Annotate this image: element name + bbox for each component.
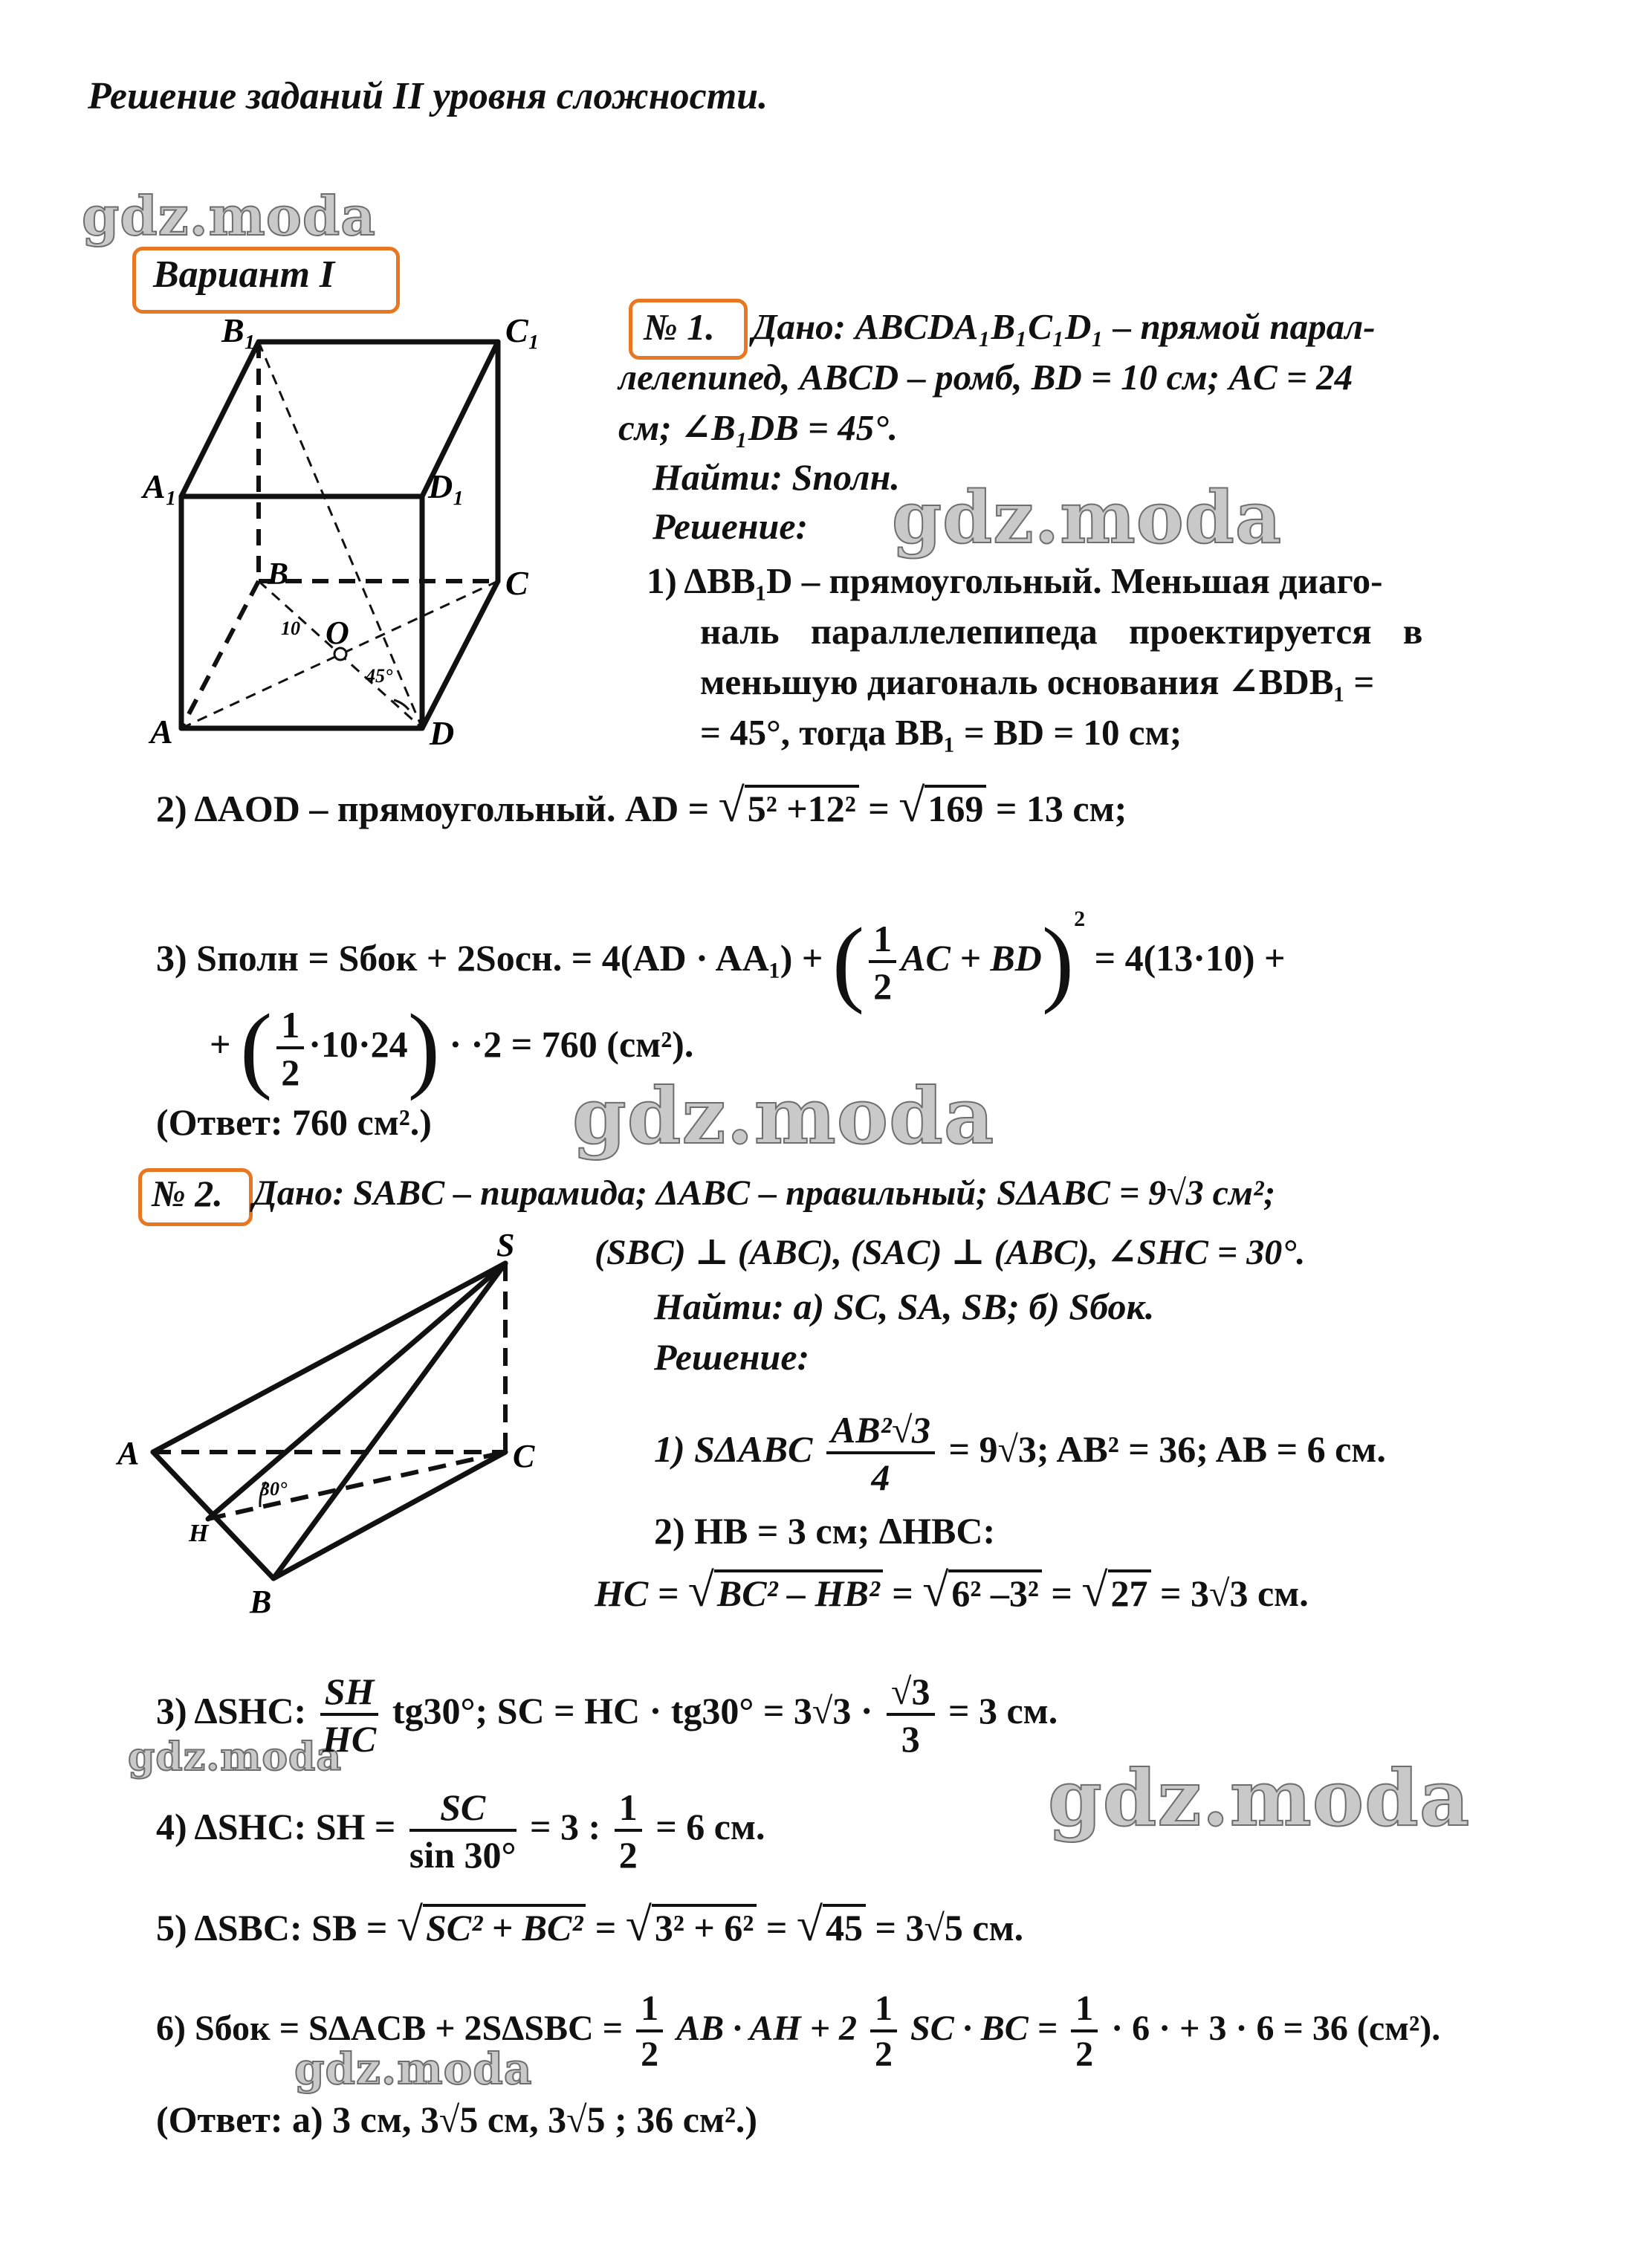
label-s: S — [496, 1227, 515, 1263]
watermark: gdz.moda — [294, 2044, 533, 2094]
p2-step-4-num: SC — [409, 1789, 517, 1832]
p2-step-2b-rad-2: 6² –3² — [948, 1569, 1041, 1614]
p2-step-1-den: 4 — [871, 1456, 890, 1498]
p2-step-4-num-2: 1 — [615, 1789, 642, 1832]
p2-step-3-den-2: 3 — [901, 1717, 920, 1760]
parallelepiped-figure — [134, 312, 580, 758]
step-3-frac-num: 1 — [869, 920, 896, 963]
problem-1-step-1-line-3: меньшую диагональ основания ∠BDB₁ = — [700, 661, 1375, 702]
watermark: gdz.moda — [128, 1734, 343, 1780]
p2-step-6-text: 6) Sбок = SΔACB + 2SΔSBC = — [156, 2009, 624, 2048]
label-h: H — [189, 1520, 209, 1547]
p2-step-6-mid-2: SC · BC = — [910, 2009, 1058, 2048]
problem-2-given-line-2: (SBC) ⊥ (ABC), (SAC) ⊥ (ABC), ∠SHC = 30°. — [595, 1233, 1306, 1272]
problem-2-find: Найти: а) SC, SA, SB; б) Sбок. — [654, 1286, 1155, 1327]
p2-step-4-text: 4) ΔSHC: SH = — [156, 1806, 396, 1847]
p2-step-3-result: = 3 см. — [948, 1690, 1058, 1731]
p2-step-4-result: = 6 см. — [655, 1806, 765, 1847]
problem-2-step-2: 2) HB = 3 см; ΔHBC: — [654, 1510, 996, 1552]
p2-step-3-text: 3) ΔSHC: — [156, 1690, 307, 1731]
p2-step-1-num: AB²√3 — [826, 1411, 935, 1454]
label-o: O — [326, 615, 349, 651]
problem-1-step-2: 2) ΔAOD – прямоугольный. AD = √5² +12² = √169 = 13 см; — [156, 779, 1127, 832]
watermark: gdz.moda — [572, 1070, 995, 1161]
p2-step-6-f1-den: 2 — [641, 2034, 659, 2074]
variant-title: Вариант I — [153, 253, 335, 296]
p2-step-5-rad-3: 45 — [823, 1904, 866, 1948]
problem-1-answer: (Ответ: 760 см².) — [156, 1101, 432, 1143]
p2-step-5-rad-2: 3² + 6² — [652, 1904, 757, 1948]
problem-1-find: Найти: Sполн. — [653, 456, 900, 498]
p2-step-2b-rad-3: 27 — [1108, 1569, 1151, 1614]
p2-step-3-num: SH — [320, 1673, 379, 1716]
problem-2-step-1 — [654, 1397, 1386, 1501]
label-ten: 10 — [281, 618, 300, 639]
step-3-frac-den: 2 — [873, 965, 893, 1007]
watermark: gdz.moda — [1048, 1752, 1471, 1844]
p2-step-6-f2-num: 1 — [870, 1991, 897, 2032]
p2-step-2b-result: = 3√3 см. — [1160, 1572, 1309, 1614]
problem-1-step-1-line-4: = 45°, тогда BB₁ = BD = 10 см; — [700, 712, 1182, 753]
watermark: gdz.moda — [892, 476, 1283, 560]
p2-step-6-mid-1: AB · AH + 2 — [676, 2009, 858, 2048]
p2-step-1-text: 1) SΔABC — [654, 1428, 813, 1470]
label-b: B — [268, 557, 289, 592]
problem-2-step-5: 5) ΔSBC: SB = √SC² + BC² = √3² + 6² = √45 = 3√5 см. — [156, 1898, 1024, 1951]
step-2-equals: = — [868, 788, 890, 829]
p2-step-4-den: sin 30° — [409, 1833, 517, 1876]
step-2-text: 2) ΔAOD – прямоугольный. AD = — [156, 788, 710, 829]
p2-step-6-result: · 6 · + 3 · 6 = 36 (см²). — [1111, 2009, 1441, 2048]
label-30: 30° — [260, 1478, 288, 1500]
pyramid-figure — [111, 1219, 587, 1620]
p2-step-3-mid: tg30°; SC = HC · tg30° = 3√3 · — [392, 1690, 873, 1731]
problem-1-given-line-2: лелепипед, ABCD – ромб, BD = 10 см; AC = 24 — [618, 357, 1353, 398]
problem-1-step-3-continued: + ( $\frac{1}{2}$ ·10·24) · ·2 = 760 (см²). — [210, 994, 694, 1102]
problem-1-solution-heading: Решение: — [653, 505, 809, 547]
problem-2-answer: (Ответ: а) 3 см, 3√5 см, 3√5 ; 36 см².) — [156, 2099, 758, 2140]
step-3b-result: · ·2 = 760 (см²). — [449, 1023, 694, 1065]
step-3-text: 3) Sполн = Sбок + 2Sосн. = 4(AD · AA₁) + — [156, 937, 823, 979]
p2-step-3-den: HC — [322, 1717, 377, 1760]
label-c1: C₁ — [505, 312, 540, 349]
p2-step-3-num-2: √3 — [887, 1673, 934, 1716]
problem-2-number: № 2. — [152, 1173, 223, 1214]
p2-step-4-den-2: 2 — [618, 1833, 638, 1876]
p2-step-5-rad-1: SC² + BC² — [423, 1904, 586, 1948]
problem-2-step-3 — [156, 1659, 1058, 1763]
problem-1-given-line-1: Дано: ABCDA₁B₁C₁D₁ – прямой парал- — [752, 306, 1376, 347]
label-c: C — [513, 1438, 535, 1474]
p2-step-6-f3-den: 2 — [1075, 2034, 1094, 2074]
p2-step-1-result: = 9√3; AB² = 36; AB = 6 см. — [948, 1428, 1386, 1470]
step-3-result: = 4(13·10) + — [1094, 937, 1286, 979]
p2-step-6-f3-num: 1 — [1071, 1991, 1098, 2032]
p2-step-5-text: 5) ΔSBC: SB = — [156, 1907, 388, 1948]
p2-step-2b-rad-1: BC² – HB² — [714, 1569, 883, 1614]
step-3b-plus: + — [210, 1023, 231, 1065]
step-2-radicand-1: 5² +12² — [745, 785, 859, 829]
label-b: B — [250, 1584, 272, 1620]
step-2-radicand-2: 169 — [925, 785, 986, 829]
watermark: gdz.moda — [82, 184, 376, 247]
label-d1: D₁ — [428, 467, 465, 505]
label-d: D — [430, 714, 455, 752]
problem-1-given-line-3: см; ∠B₁DB = 45°. — [618, 407, 898, 448]
problem-1-step-1-line-1: 1) ΔBB₁D – прямоугольный. Меньшая диаго- — [647, 560, 1383, 601]
problem-2-step-6 — [156, 1977, 1440, 2081]
label-c: C — [505, 564, 528, 602]
p2-step-2b-text: HC = — [595, 1572, 679, 1614]
p2-step-6-f2-den: 2 — [875, 2034, 893, 2074]
problem-2-step-2-calc: HC = √BC² – HB² = √6² –3² = √27 = 3√3 см. — [595, 1564, 1309, 1616]
p2-step-6-f1-num: 1 — [636, 1991, 663, 2032]
step-3b-frac-den: 2 — [281, 1051, 300, 1093]
step-3b-frac-num: 1 — [276, 1006, 304, 1049]
label-b1: B₁ — [221, 312, 256, 349]
problem-1-step-3: 3) Sполн = Sбок + 2Sосн. = 4(AD · AA₁) + ( $\frac{1}{2}$ AC + BD)$^2$ = 4(13·10) + — [156, 907, 1286, 1016]
step-2-result: = 13 см; — [995, 788, 1127, 829]
problem-1-number: № 1. — [644, 306, 715, 348]
page-title: Решение заданий II уровня сложности. — [88, 75, 768, 117]
problem-1-step-1-line-2: наль параллелепипеда проектируется в — [700, 611, 1423, 652]
problem-2-step-4 — [156, 1775, 765, 1879]
p2-step-4-mid: = 3 : — [530, 1806, 601, 1847]
label-45: 45° — [366, 665, 393, 687]
step-3b-inner: ·10·24 — [308, 1023, 408, 1065]
label-a1: A₁ — [143, 467, 178, 505]
label-a: A — [117, 1435, 140, 1471]
p2-step-5-result: = 3√5 см. — [875, 1907, 1024, 1948]
problem-2-solution-heading: Решение: — [654, 1336, 810, 1378]
step-3-inner: AC + BD — [901, 937, 1042, 979]
problem-2-given-line-1: Дано: SABC – пирамида; ΔABC – правильный; SΔABC = 9√3 см²; — [253, 1173, 1276, 1213]
step-3-power: 2 — [1074, 907, 1086, 931]
label-a: A — [150, 713, 173, 751]
